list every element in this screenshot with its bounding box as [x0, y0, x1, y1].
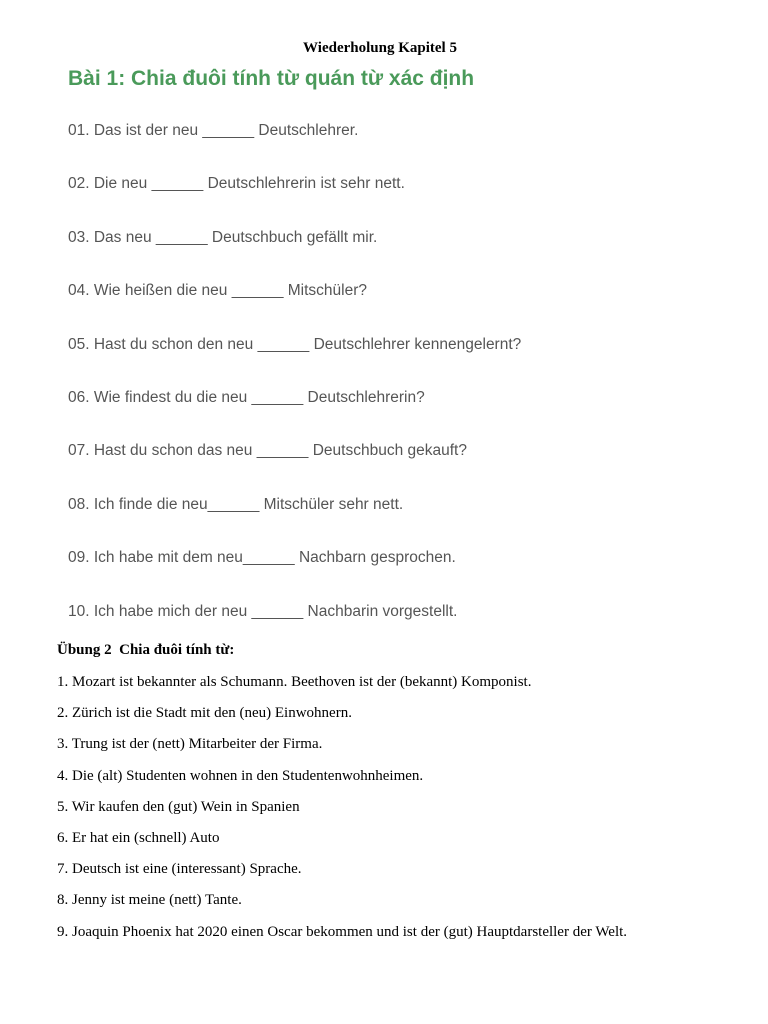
exercise2-list — [57, 673, 627, 954]
exercise1-item: 06. Wie findest du die neu ______ Deutschlehrerin? — [68, 388, 425, 406]
exercise2-item: 1. Mozart ist bekannter als Schumann. Beethoven ist der (bekannt) Komponist. — [57, 674, 532, 690]
exercise1-item: 09. Ich habe mit dem neu______ Nachbarn gesprochen. — [68, 549, 456, 567]
exercise2-item: 2. Zürich ist die Stadt mit den (neu) Einwohnern. — [57, 705, 352, 722]
exercise2-item: 9. Joaquin Phoenix hat 2020 einen Oscar bekommen und ist der (gut) Hauptdarsteller der Welt. — [57, 923, 628, 940]
exercise2-item: 7. Deutsch ist eine (interessant) Sprache. — [57, 861, 302, 878]
exercise2-item: 3. Trung ist der (nett) Mitarbeiter der Firma. — [57, 736, 323, 753]
exercise2-item: 6. Er hat ein (schnell) Auto — [57, 829, 220, 846]
exercise1-heading: Bài 1: Chia đuôi tính từ quán từ xác định — [68, 67, 475, 90]
exercise1-list — [68, 121, 521, 655]
document-title: Wiederholung Kapitel 5 — [303, 40, 457, 56]
exercise1-item: 07. Hast du schon das neu ______ Deutschbuch gekauft? — [68, 442, 467, 460]
exercise2-item: 5. Wir kaufen den (gut) Wein in Spanien — [57, 798, 300, 815]
exercise2-item: 4. Die (alt) Studenten wohnen in den Studentenwohnheimen. — [57, 767, 424, 784]
exercise2-heading: Übung 2 Chia đuôi tính từ: — [57, 642, 235, 658]
exercise1-item: 05. Hast du schon den neu ______ Deutschlehrer kennengelernt? — [68, 335, 522, 353]
exercise1-item: 08. Ich finde die neu______ Mitschüler sehr nett. — [68, 495, 404, 513]
exercise1-item: 02. Die neu ______ Deutschlehrerin ist sehr nett. — [68, 175, 405, 193]
exercise1-item: 10. Ich habe mich der neu ______ Nachbarin vorgestellt. — [68, 602, 458, 620]
exercise1-item: 04. Wie heißen die neu ______ Mitschüler? — [68, 282, 367, 300]
exercise1-item: 03. Das neu ______ Deutschbuch gefällt mir. — [68, 228, 378, 246]
exercise1-item: 01. Das ist der neu ______ Deutschlehrer. — [68, 122, 359, 139]
exercise2-item: 8. Jenny ist meine (nett) Tante. — [57, 892, 242, 909]
